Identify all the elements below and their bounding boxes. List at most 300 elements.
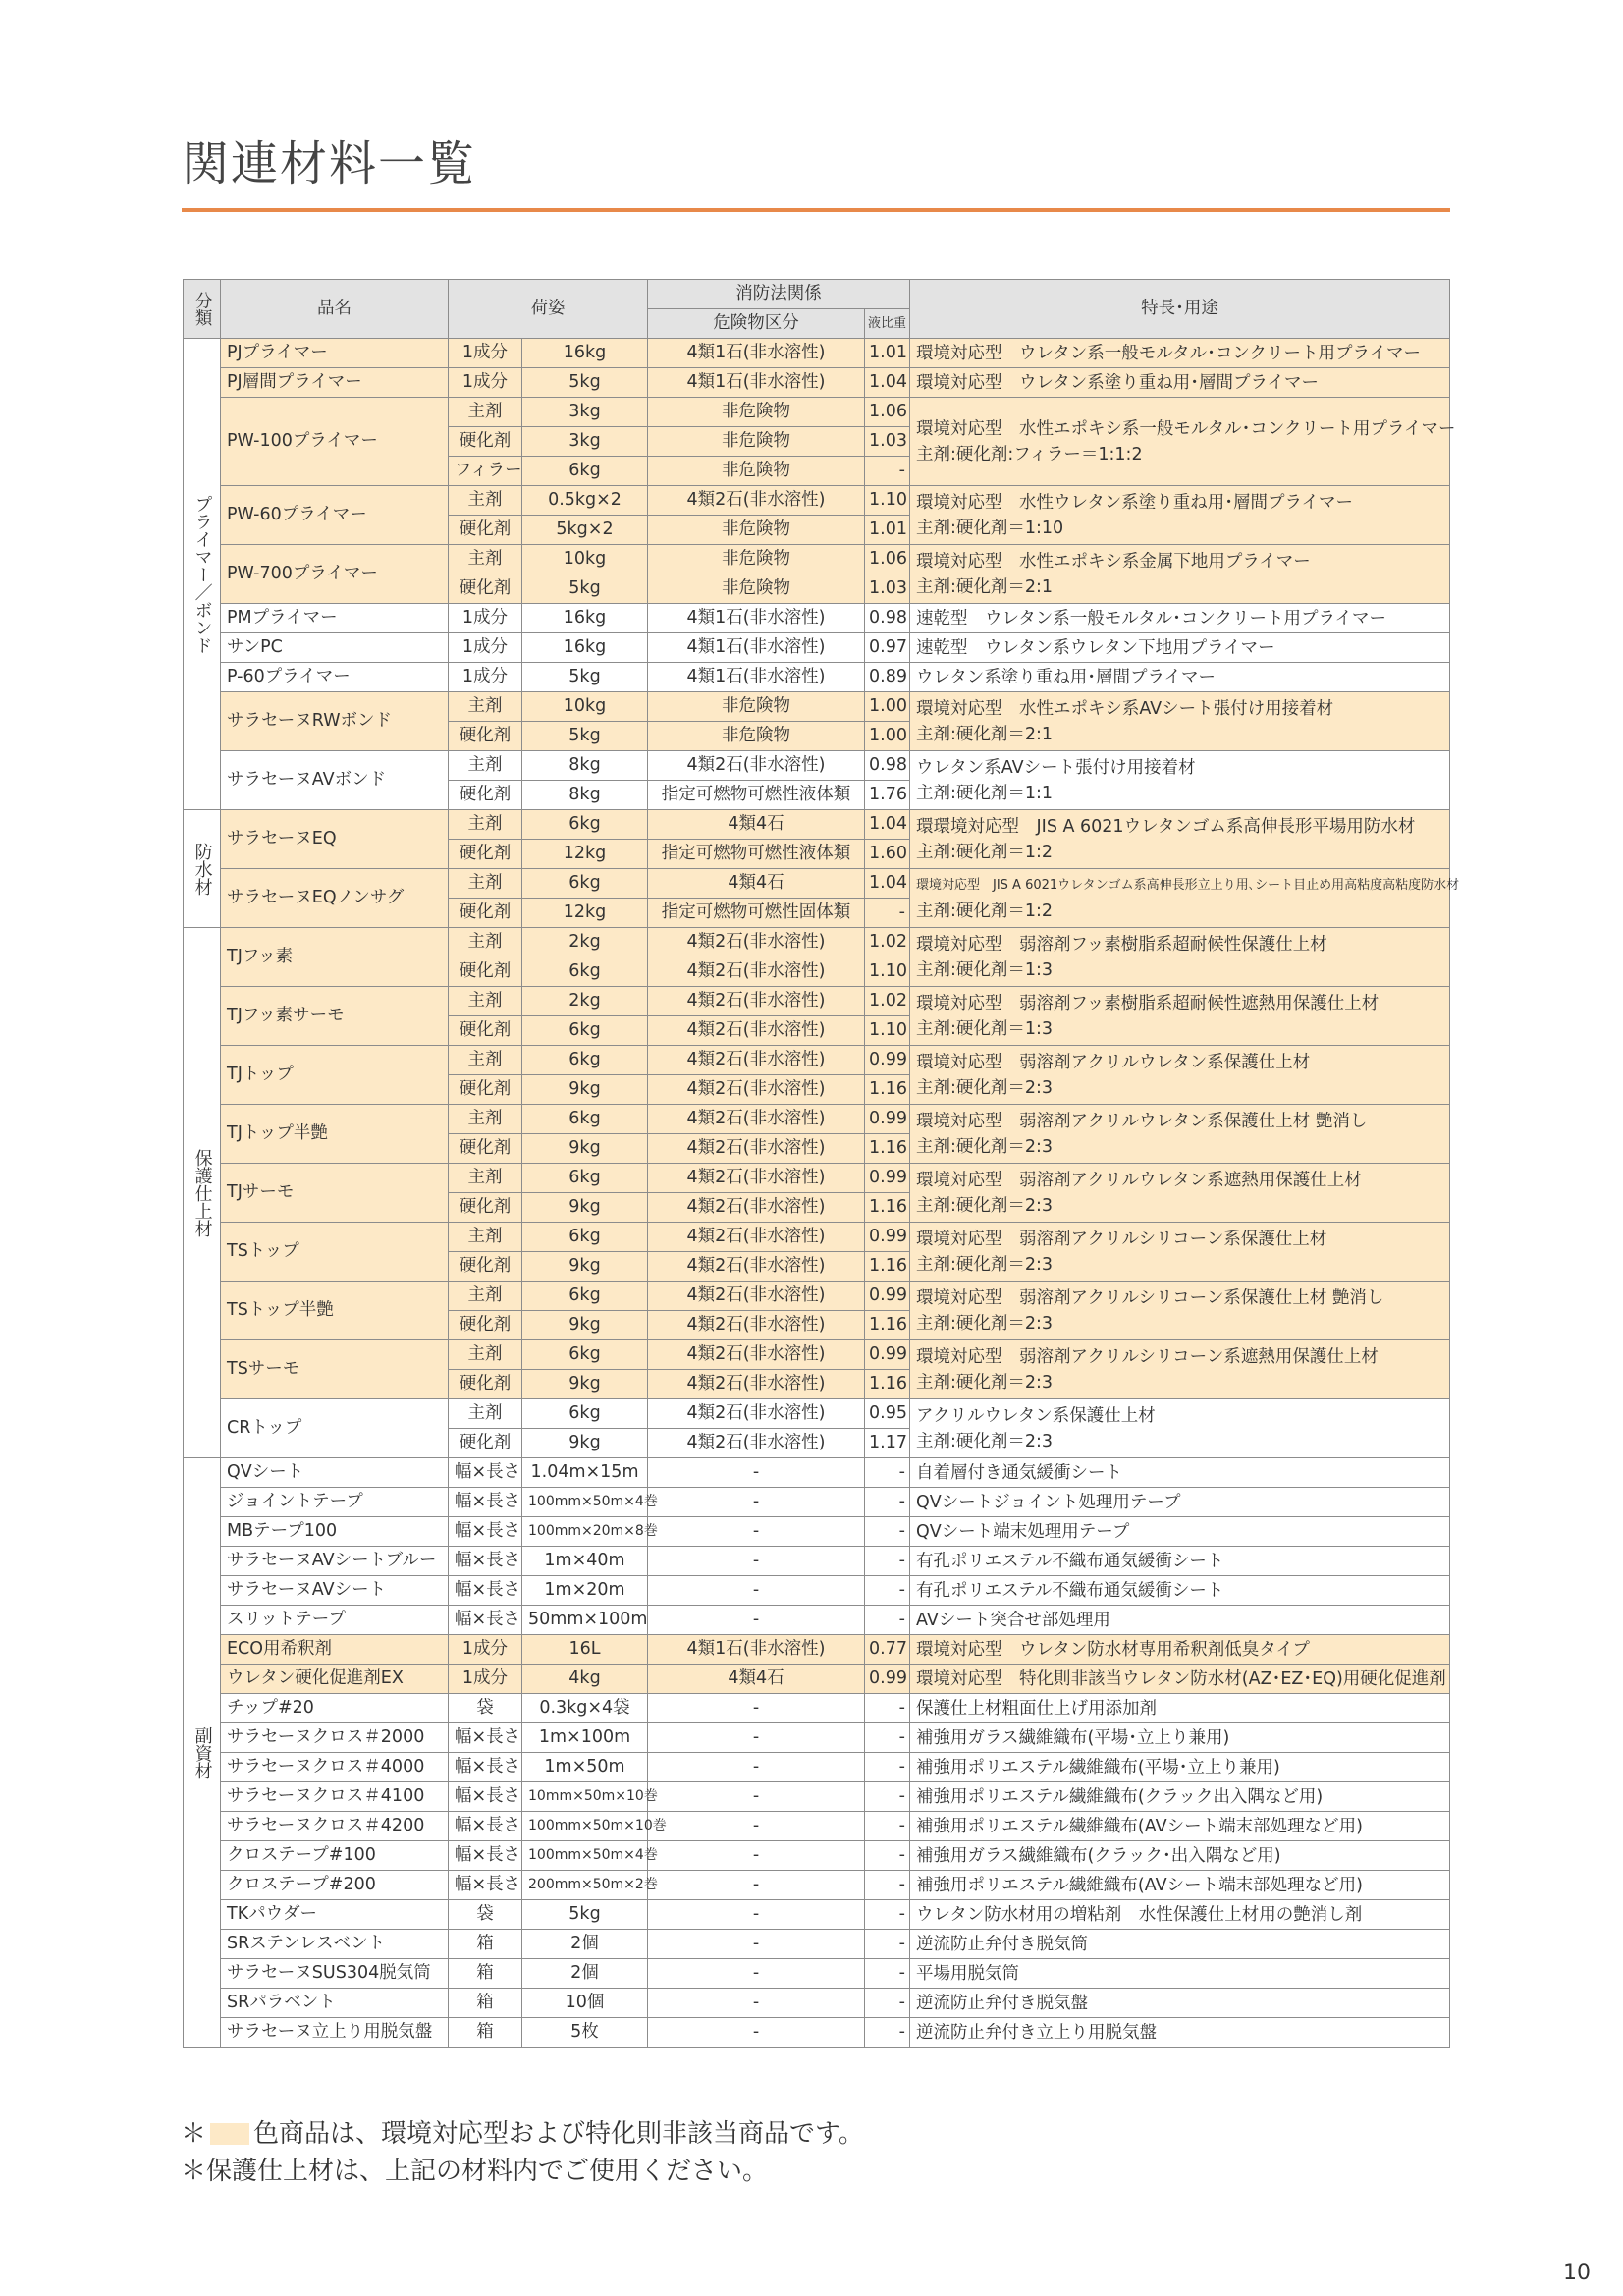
category-cell — [184, 928, 221, 1458]
feature-cell — [910, 1723, 1450, 1753]
specific-gravity: 0.89 — [865, 663, 910, 692]
feature-line: 環境対応型 弱溶剤アクリルシリコーン系遮熱用保護仕上材 — [916, 1346, 1379, 1367]
pack-type: 硬化剤 — [449, 840, 522, 869]
pack-type: 硬化剤 — [449, 574, 522, 604]
table-row — [184, 1105, 1450, 1134]
specific-gravity: - — [865, 1517, 910, 1547]
feature-line: 主剤:硬化剤＝1:2 — [916, 842, 1054, 862]
feature-line: 主剤:硬化剤＝2:1 — [916, 724, 1054, 744]
product-name: TJフッ素サーモ — [221, 987, 449, 1046]
table-row — [184, 1871, 1450, 1900]
product-name: サラセーヌSUS304脱気筒 — [221, 1959, 449, 1989]
hazard-class: 4類2石(非水溶性) — [648, 928, 865, 957]
note-asterisk: ＊ — [181, 2119, 207, 2149]
pack-size: 9kg — [522, 1193, 648, 1223]
hazard-class: 4類2石(非水溶性) — [648, 987, 865, 1016]
specific-gravity: 1.60 — [865, 840, 910, 869]
specific-gravity: - — [865, 1723, 910, 1753]
specific-gravity: 1.16 — [865, 1370, 910, 1399]
feature-cell — [910, 1959, 1450, 1989]
hazard-class: - — [648, 1841, 865, 1871]
product-name: PJ層間プライマー — [221, 368, 449, 398]
specific-gravity: - — [865, 1871, 910, 1900]
hazard-class: 指定可燃物可燃性液体類 — [648, 840, 865, 869]
specific-gravity: - — [865, 2018, 910, 2048]
product-name: PW-60プライマー — [221, 486, 449, 545]
feature-line: 環境対応型 弱溶剤アクリルウレタン系遮熱用保護仕上材 — [916, 1170, 1362, 1190]
feature-cell — [910, 1399, 1450, 1458]
feature-line: 補強用ポリエステル繊維織布(クラック出入隅など用) — [916, 1786, 1324, 1807]
pack-size: 2個 — [522, 1959, 648, 1989]
pack-type: 幅×長さ — [449, 1458, 522, 1488]
specific-gravity: 1.04 — [865, 368, 910, 398]
specific-gravity: 1.16 — [865, 1193, 910, 1223]
product-name: サラセーヌAVシート — [221, 1576, 449, 1606]
feature-cell — [910, 1547, 1450, 1576]
hazard-class: - — [648, 1753, 865, 1782]
hazard-class: 4類2石(非水溶性) — [648, 1075, 865, 1105]
pack-type: 硬化剤 — [449, 722, 522, 751]
product-name: PW-700プライマー — [221, 545, 449, 604]
specific-gravity: 0.99 — [865, 1164, 910, 1193]
pack-type: 1成分 — [449, 339, 522, 368]
hazard-class: 4類2石(非水溶性) — [648, 1311, 865, 1340]
pack-size: 5kg×2 — [522, 516, 648, 545]
hazard-class: - — [648, 1871, 865, 1900]
pack-type: 主剤 — [449, 692, 522, 722]
hazard-class: 非危険物 — [648, 398, 865, 427]
pack-type: 主剤 — [449, 928, 522, 957]
pack-size: 1.04m×15m — [522, 1458, 648, 1488]
feature-line: 環境対応型 水性エポキシ系金属下地用プライマー — [916, 551, 1311, 572]
pack-type: 1成分 — [449, 368, 522, 398]
feature-line: 主剤:硬化剤＝2:3 — [916, 1431, 1054, 1451]
table-row — [184, 1959, 1450, 1989]
feature-line: AVシート突合せ部処理用 — [916, 1610, 1110, 1630]
feature-line: 補強用ポリエステル繊維織布(平場･立上り兼用) — [916, 1757, 1280, 1777]
hazard-class: - — [648, 1812, 865, 1841]
feature-line: 環境対応型 水性ウレタン系塗り重ね用･層間プライマー — [916, 492, 1354, 513]
specific-gravity: - — [865, 457, 910, 486]
pack-size: 100mm×20m×8巻 — [522, 1517, 648, 1547]
pack-size: 5kg — [522, 368, 648, 398]
feature-line: 環境対応型 弱溶剤フッ素樹脂系超耐候性保護仕上材 — [916, 934, 1327, 955]
product-name: PMプライマー — [221, 604, 449, 633]
hazard-class: 4類1石(非水溶性) — [648, 633, 865, 663]
feature-cell — [910, 692, 1450, 751]
category-label: 保護仕上材 — [191, 1148, 213, 1237]
hazard-class: 4類2石(非水溶性) — [648, 1370, 865, 1399]
category-label: 副資材 — [191, 1725, 213, 1779]
pack-type: 幅×長さ — [449, 1576, 522, 1606]
pack-type: 主剤 — [449, 1223, 522, 1252]
specific-gravity: 0.98 — [865, 604, 910, 633]
feature-line: 補強用ポリエステル繊維織布(AVシート端末部処理など用) — [916, 1875, 1363, 1895]
materials-table-body — [184, 339, 1460, 2048]
specific-gravity: - — [865, 1547, 910, 1576]
specific-gravity: 1.10 — [865, 957, 910, 987]
hazard-class: 4類2石(非水溶性) — [648, 1282, 865, 1311]
pack-type: 硬化剤 — [449, 1016, 522, 1046]
category-cell — [184, 1458, 221, 2048]
header-packaging: 荷姿 — [449, 280, 648, 339]
note-highlight — [181, 2113, 864, 2150]
table-row — [184, 1694, 1450, 1723]
specific-gravity: - — [865, 1753, 910, 1782]
feature-cell — [910, 2018, 1450, 2048]
specific-gravity: 1.10 — [865, 486, 910, 516]
table-row — [184, 1547, 1450, 1576]
feature-cell — [910, 486, 1450, 545]
pack-type: 幅×長さ — [449, 1723, 522, 1753]
feature-cell — [910, 1989, 1450, 2018]
product-name: SRパラベント — [221, 1989, 449, 2018]
feature-line: 環境対応型 弱溶剤アクリルウレタン系保護仕上材 — [916, 1052, 1311, 1072]
pack-type: 袋 — [449, 1694, 522, 1723]
pack-size: 6kg — [522, 1340, 648, 1370]
hazard-class: 非危険物 — [648, 457, 865, 486]
feature-line: 有孔ポリエステル不織布通気緩衝シート — [916, 1551, 1224, 1571]
hazard-class: - — [648, 1517, 865, 1547]
product-name: PJプライマー — [221, 339, 449, 368]
table-row — [184, 1812, 1450, 1841]
product-name: PW-100プライマー — [221, 398, 449, 486]
specific-gravity: 1.02 — [865, 987, 910, 1016]
specific-gravity: 1.03 — [865, 427, 910, 457]
header-hazard-class: 危険物区分 — [648, 309, 865, 339]
hazard-class: 非危険物 — [648, 545, 865, 574]
feature-line: 逆流防止弁付き脱気筒 — [916, 1934, 1088, 1954]
hazard-class: - — [648, 1547, 865, 1576]
product-name: MBテープ100 — [221, 1517, 449, 1547]
table-row — [184, 1782, 1450, 1812]
hazard-class: - — [648, 1576, 865, 1606]
pack-size: 6kg — [522, 1282, 648, 1311]
pack-size: 5kg — [522, 722, 648, 751]
table-row — [184, 2018, 1450, 2048]
feature-line: 環境対応型 JIS A 6021ウレタンゴム系高伸長形立上り用､シート目止め用高粘度高粘度防水材 — [916, 877, 1460, 893]
specific-gravity: - — [865, 1989, 910, 2018]
table-row — [184, 810, 1450, 840]
pack-type: 主剤 — [449, 987, 522, 1016]
feature-line: 主剤:硬化剤＝1:1 — [916, 783, 1054, 803]
pack-size: 3kg — [522, 427, 648, 457]
feature-line: 主剤:硬化剤＝2:1 — [916, 576, 1054, 597]
hazard-class: 4類4石 — [648, 869, 865, 899]
table-row — [184, 398, 1450, 427]
feature-line: 速乾型 ウレタン系一般モルタル･コンクリート用プライマー — [916, 608, 1386, 629]
product-name: ジョイントテープ — [221, 1488, 449, 1517]
pack-type: 主剤 — [449, 1340, 522, 1370]
hazard-class: - — [648, 1488, 865, 1517]
feature-cell — [910, 1900, 1450, 1930]
table-row — [184, 1488, 1450, 1517]
pack-type: 硬化剤 — [449, 1193, 522, 1223]
specific-gravity: 1.16 — [865, 1252, 910, 1282]
feature-cell — [910, 398, 1456, 486]
feature-cell — [910, 1517, 1450, 1547]
feature-cell — [910, 928, 1450, 987]
pack-size: 16L — [522, 1635, 648, 1665]
hazard-class: 4類2石(非水溶性) — [648, 1016, 865, 1046]
specific-gravity: - — [865, 1959, 910, 1989]
pack-type: 主剤 — [449, 1105, 522, 1134]
pack-size: 1m×50m — [522, 1753, 648, 1782]
product-name: スリットテープ — [221, 1606, 449, 1635]
feature-line: 自着層付き通気緩衝シート — [916, 1462, 1122, 1483]
product-name: クロステープ#200 — [221, 1871, 449, 1900]
pack-size: 2kg — [522, 987, 648, 1016]
hazard-class: 4類2石(非水溶性) — [648, 1193, 865, 1223]
pack-type: 硬化剤 — [449, 427, 522, 457]
specific-gravity: 1.10 — [865, 1016, 910, 1046]
pack-type: 幅×長さ — [449, 1547, 522, 1576]
table-row — [184, 751, 1450, 781]
table-row — [184, 987, 1450, 1016]
pack-size: 5枚 — [522, 2018, 648, 2048]
pack-type: 硬化剤 — [449, 1252, 522, 1282]
header-category: 分類 — [184, 280, 221, 339]
specific-gravity: - — [865, 1606, 910, 1635]
specific-gravity: - — [865, 1694, 910, 1723]
table-row — [184, 1458, 1450, 1488]
pack-size: 9kg — [522, 1134, 648, 1164]
hazard-class: 4類1石(非水溶性) — [648, 368, 865, 398]
pack-type: 幅×長さ — [449, 1841, 522, 1871]
header-product-name: 品名 — [221, 280, 449, 339]
product-name: ECO用希釈剤 — [221, 1635, 449, 1665]
feature-cell — [910, 1782, 1450, 1812]
pack-type: 主剤 — [449, 398, 522, 427]
pack-type: 1成分 — [449, 1635, 522, 1665]
hazard-class: - — [648, 1930, 865, 1959]
pack-type: 主剤 — [449, 1046, 522, 1075]
pack-size: 16kg — [522, 604, 648, 633]
header-specific-gravity: 液比重 — [865, 309, 910, 339]
page-title: 関連材料一覧 — [182, 137, 477, 191]
hazard-class: 非危険物 — [648, 574, 865, 604]
feature-line: 速乾型 ウレタン系ウレタン下地用プライマー — [916, 637, 1275, 658]
feature-line: 保護仕上材粗面仕上げ用添加剤 — [916, 1698, 1157, 1719]
pack-type: 幅×長さ — [449, 1782, 522, 1812]
feature-line: 環境対応型 ウレタン防水材専用希釈剤低臭タイプ — [916, 1639, 1310, 1660]
pack-size: 6kg — [522, 1223, 648, 1252]
feature-line: 主剤:硬化剤＝2:3 — [916, 1254, 1054, 1275]
page-number: 10 — [1563, 2261, 1591, 2285]
pack-type: 箱 — [449, 1959, 522, 1989]
hazard-class: 非危険物 — [648, 722, 865, 751]
pack-type: 袋 — [449, 1900, 522, 1930]
feature-line: 環境対応型 弱溶剤アクリルウレタン系保護仕上材 艶消し — [916, 1111, 1368, 1131]
pack-type: 幅×長さ — [449, 1517, 522, 1547]
pack-type: 硬化剤 — [449, 1134, 522, 1164]
specific-gravity: - — [865, 1488, 910, 1517]
highlight-swatch — [210, 2123, 249, 2145]
table-row — [184, 1841, 1450, 1871]
pack-type: 硬化剤 — [449, 516, 522, 545]
pack-size: 16kg — [522, 633, 648, 663]
specific-gravity: - — [865, 1900, 910, 1930]
pack-size: 6kg — [522, 457, 648, 486]
product-name: TJトップ半艶 — [221, 1105, 449, 1164]
table-row — [184, 928, 1450, 957]
specific-gravity: 0.98 — [865, 751, 910, 781]
feature-line: 主剤:硬化剤＝1:3 — [916, 959, 1054, 980]
pack-type: 幅×長さ — [449, 1488, 522, 1517]
pack-size: 2個 — [522, 1930, 648, 1959]
category-cell — [184, 810, 221, 928]
table-row — [184, 1989, 1450, 2018]
feature-cell — [910, 751, 1450, 810]
specific-gravity: 0.95 — [865, 1399, 910, 1429]
feature-line: 主剤:硬化剤＝2:3 — [916, 1313, 1054, 1334]
pack-type: 幅×長さ — [449, 1812, 522, 1841]
table-row — [184, 1340, 1450, 1370]
pack-size: 200mm×50m×2巻 — [522, 1871, 648, 1900]
pack-type: 硬化剤 — [449, 957, 522, 987]
hazard-class: 4類1石(非水溶性) — [648, 663, 865, 692]
feature-cell — [910, 1340, 1450, 1399]
title-underline — [182, 208, 1450, 212]
product-name: サラセーヌクロス＃4200 — [221, 1812, 449, 1841]
feature-cell — [910, 1930, 1450, 1959]
table-row — [184, 1223, 1450, 1252]
pack-size: 6kg — [522, 1105, 648, 1134]
product-name: P-60プライマー — [221, 663, 449, 692]
specific-gravity: 1.03 — [865, 574, 910, 604]
pack-type: 箱 — [449, 1930, 522, 1959]
feature-line: 主剤:硬化剤＝2:3 — [916, 1372, 1054, 1393]
pack-size: 10kg — [522, 545, 648, 574]
pack-type: 箱 — [449, 2018, 522, 2048]
hazard-class: 4類2石(非水溶性) — [648, 1399, 865, 1429]
feature-cell — [910, 1841, 1450, 1871]
feature-line: 環境対応型 弱溶剤アクリルシリコーン系保護仕上材 — [916, 1229, 1327, 1249]
pack-size: 100mm×50m×10巻 — [522, 1812, 648, 1841]
pack-size: 10mm×50m×10巻 — [522, 1782, 648, 1812]
feature-cell — [910, 1812, 1450, 1841]
product-name: TJサーモ — [221, 1164, 449, 1223]
product-name: TJトップ — [221, 1046, 449, 1105]
pack-type: 主剤 — [449, 1282, 522, 1311]
table-row — [184, 486, 1450, 516]
feature-cell — [910, 633, 1450, 663]
product-name: サラセーヌAVシートブルー — [221, 1547, 449, 1576]
pack-size: 10kg — [522, 692, 648, 722]
feature-cell — [910, 1635, 1450, 1665]
specific-gravity: 0.99 — [865, 1340, 910, 1370]
pack-size: 12kg — [522, 840, 648, 869]
hazard-class: 4類2石(非水溶性) — [648, 751, 865, 781]
feature-line: 環環境対応型 JIS A 6021ウレタンゴム系高伸長形平場用防水材 — [916, 816, 1416, 837]
hazard-class: 4類2石(非水溶性) — [648, 486, 865, 516]
pack-type: 硬化剤 — [449, 899, 522, 928]
product-name: TJフッ素 — [221, 928, 449, 987]
pack-type: 硬化剤 — [449, 1429, 522, 1458]
pack-type: 主剤 — [449, 1399, 522, 1429]
product-name: TSトップ — [221, 1223, 449, 1282]
pack-size: 9kg — [522, 1370, 648, 1399]
hazard-class: 4類2石(非水溶性) — [648, 1340, 865, 1370]
product-name: CRトップ — [221, 1399, 449, 1458]
specific-gravity: - — [865, 1458, 910, 1488]
pack-type: 主剤 — [449, 810, 522, 840]
materials-table — [183, 279, 1460, 2048]
table-row — [184, 1753, 1450, 1782]
feature-cell — [910, 1753, 1450, 1782]
product-name: QVシート — [221, 1458, 449, 1488]
hazard-class: 4類4石 — [648, 810, 865, 840]
feature-cell — [910, 368, 1450, 398]
feature-line: 平場用脱気筒 — [916, 1963, 1019, 1984]
feature-cell — [910, 604, 1450, 633]
feature-line: 主剤:硬化剤＝2:3 — [916, 1077, 1054, 1098]
feature-line: ウレタン系塗り重ね用･層間プライマー — [916, 667, 1217, 687]
feature-line: QVシートジョイント処理用テープ — [916, 1492, 1181, 1512]
pack-type: フィラー — [449, 457, 522, 486]
table-row — [184, 663, 1450, 692]
hazard-class: 4類2石(非水溶性) — [648, 1105, 865, 1134]
specific-gravity: 1.00 — [865, 722, 910, 751]
hazard-class: - — [648, 1900, 865, 1930]
header-features: 特長･用途 — [910, 280, 1450, 339]
category-label: 防水材 — [191, 842, 213, 896]
pack-type: 主剤 — [449, 1164, 522, 1193]
specific-gravity: 0.77 — [865, 1635, 910, 1665]
specific-gravity: 0.99 — [865, 1282, 910, 1311]
product-name: TSサーモ — [221, 1340, 449, 1399]
hazard-class: - — [648, 2018, 865, 2048]
specific-gravity: 1.04 — [865, 869, 910, 899]
specific-gravity: - — [865, 1576, 910, 1606]
pack-type: 箱 — [449, 1989, 522, 2018]
hazard-class: - — [648, 1723, 865, 1753]
hazard-class: 4類2石(非水溶性) — [648, 1429, 865, 1458]
hazard-class: 4類2石(非水溶性) — [648, 1223, 865, 1252]
specific-gravity: 1.02 — [865, 928, 910, 957]
hazard-class: 4類2石(非水溶性) — [648, 957, 865, 987]
category-cell — [184, 339, 221, 810]
feature-line: 有孔ポリエステル不織布通気緩衝シート — [916, 1580, 1224, 1601]
pack-type: 主剤 — [449, 751, 522, 781]
specific-gravity: 1.76 — [865, 781, 910, 810]
table-row — [184, 1930, 1450, 1959]
table-row — [184, 1282, 1450, 1311]
table-row — [184, 339, 1450, 368]
pack-size: 6kg — [522, 1164, 648, 1193]
table-row — [184, 1723, 1450, 1753]
feature-line: ウレタン系AVシート張付け用接着材 — [916, 757, 1196, 778]
pack-type: 幅×長さ — [449, 1871, 522, 1900]
hazard-class: 非危険物 — [648, 692, 865, 722]
product-name: サラセーヌRWボンド — [221, 692, 449, 751]
pack-type: 主剤 — [449, 486, 522, 516]
specific-gravity: 0.99 — [865, 1046, 910, 1075]
feature-line: アクリルウレタン系保護仕上材 — [916, 1405, 1156, 1426]
product-name: サンPC — [221, 633, 449, 663]
feature-cell — [910, 1576, 1450, 1606]
hazard-class: - — [648, 1959, 865, 1989]
hazard-class: 指定可燃物可燃性固体類 — [648, 899, 865, 928]
pack-size: 8kg — [522, 751, 648, 781]
hazard-class: 指定可燃物可燃性液体類 — [648, 781, 865, 810]
feature-cell — [910, 1665, 1450, 1694]
pack-size: 12kg — [522, 899, 648, 928]
specific-gravity: 1.01 — [865, 516, 910, 545]
feature-line: 主剤:硬化剤:フィラー＝1:1:2 — [916, 444, 1143, 465]
hazard-class: 4類2石(非水溶性) — [648, 1046, 865, 1075]
pack-size: 9kg — [522, 1252, 648, 1282]
